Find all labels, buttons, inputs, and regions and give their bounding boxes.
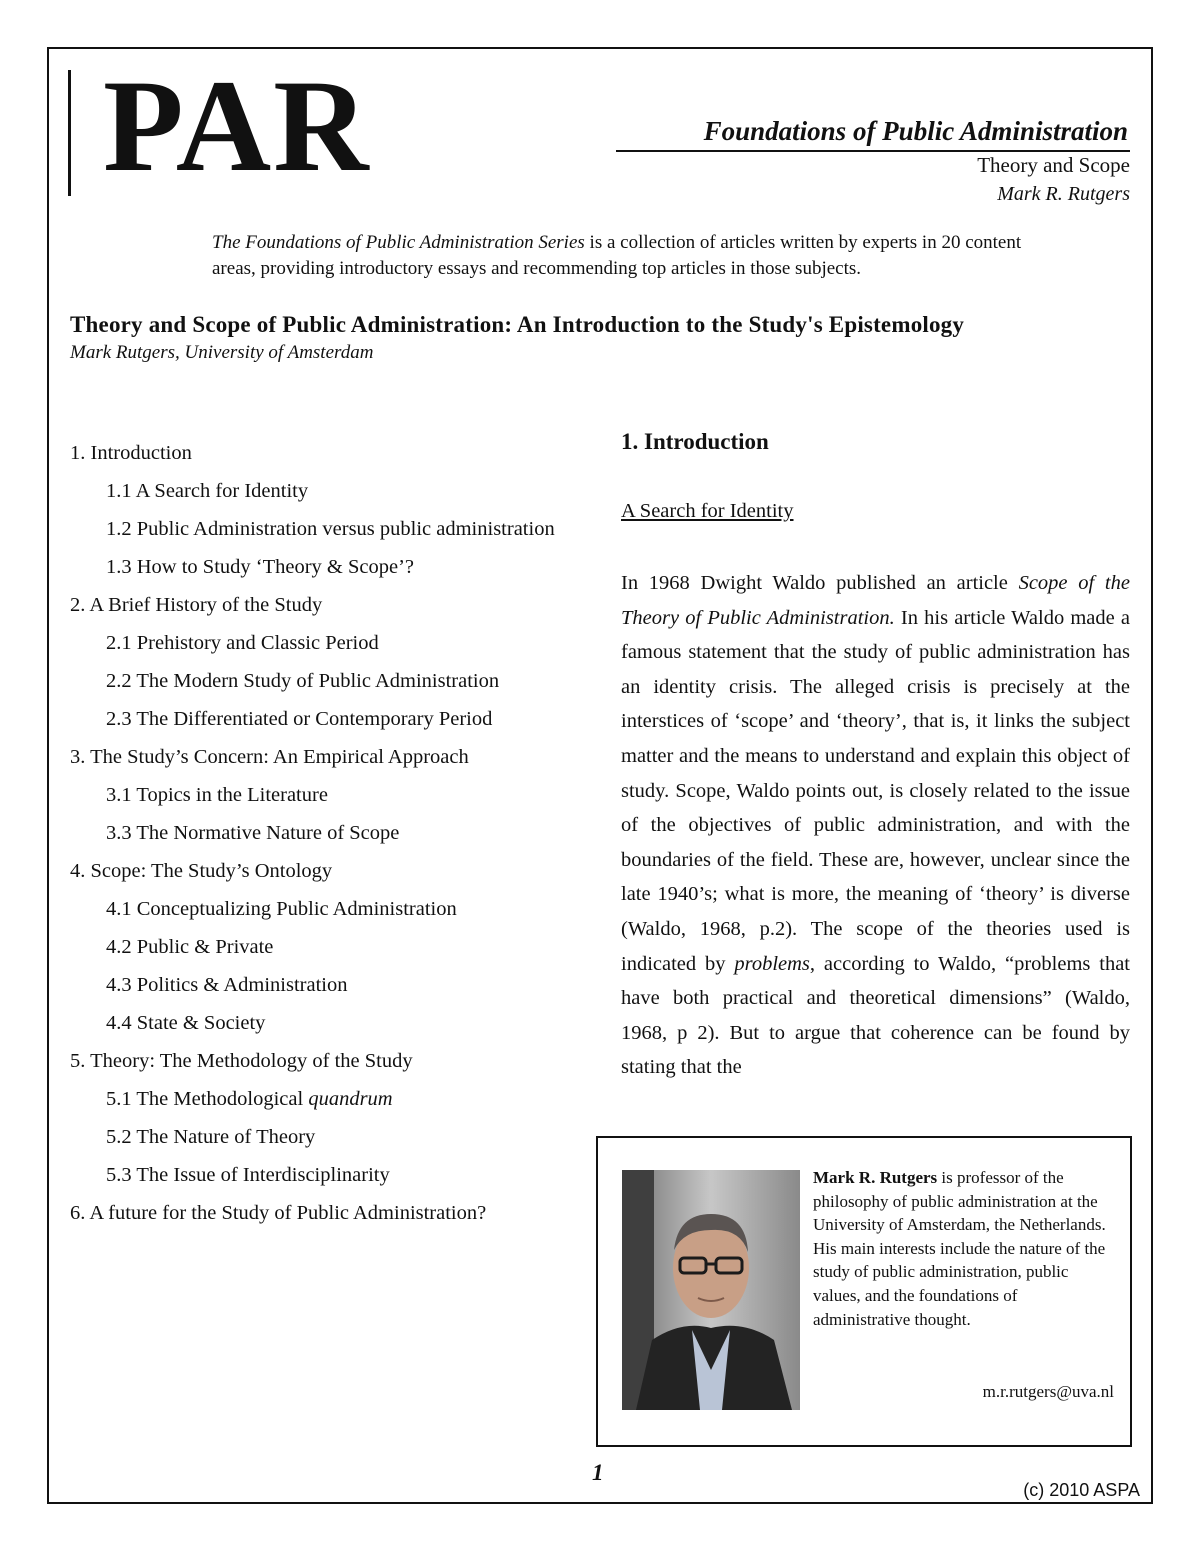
toc-item: 1.1 A Search for Identity — [106, 480, 309, 502]
par-logo: PAR — [103, 52, 371, 199]
body-emphasis: problems — [734, 952, 810, 975]
toc-item: 5. Theory: The Methodology of the Study — [70, 1050, 413, 1072]
toc-item: 4. Scope: The Study’s Ontology — [70, 860, 333, 882]
table-of-contents — [70, 440, 570, 1238]
toc-item: 2.2 The Modern Study of Public Administration — [106, 670, 500, 692]
series-title-rule — [616, 150, 1130, 152]
subsection-heading: A Search for Identity — [621, 500, 794, 522]
author-bio — [813, 1166, 1118, 1331]
toc-item: 4.3 Politics & Administration — [106, 974, 348, 996]
author-photo — [622, 1170, 800, 1410]
series-name: The Foundations of Public Administration Series — [212, 232, 585, 253]
logo-bar — [68, 70, 71, 196]
series-title: Foundations of Public Administration — [703, 116, 1128, 146]
toc-item: 1. Introduction — [70, 442, 192, 464]
toc-item: 3.1 Topics in the Literature — [106, 784, 328, 806]
toc-item: 1.2 Public Administration versus public administration — [106, 518, 555, 540]
toc-item — [70, 1086, 570, 1113]
series-description — [212, 230, 1042, 282]
page-number: 1 — [592, 1460, 604, 1485]
author-bio-text: is professor of the philosophy of public administration at the University of Amsterdam, the Netherlands. His main interests include the nature of the study of public administration, public values, and the foundations of administrative thought. — [813, 1168, 1106, 1329]
article-title: Theory and Scope of Public Administration: An Introduction to the Study's Epistemology — [70, 312, 965, 337]
author-name: Mark R. Rutgers — [813, 1168, 938, 1187]
body-emphasis: Scope of the Theory of Public Administration. — [621, 572, 1130, 629]
copyright: (c) 2010 ASPA — [1023, 1480, 1140, 1500]
toc-item: 4.4 State & Society — [106, 1012, 266, 1034]
section-heading: 1. Introduction — [621, 429, 769, 454]
series-description-text: is a collection of articles written by experts in 20 content areas, providing introductory essays and recommending top articles in those subjects. — [212, 232, 1022, 279]
author-bio-box — [596, 1136, 1132, 1447]
author-email: m.r.rutgers@uva.nl — [982, 1382, 1114, 1401]
article-author: Mark Rutgers, University of Amsterdam — [70, 342, 374, 363]
toc-item: 3. The Study’s Concern: An Empirical Approach — [70, 746, 469, 768]
toc-item: 6. A future for the Study of Public Administration? — [70, 1202, 487, 1224]
toc-item: 4.1 Conceptualizing Public Administration — [106, 898, 457, 920]
body-text: , according to Waldo, “problems that have both practical and theoretical dimensions” (Waldo, 1968, p 2). But to argue that coherence can be found by stating that the — [621, 952, 1130, 1079]
toc-item: 5.3 The Issue of Interdisciplinarity — [106, 1164, 390, 1186]
toc-item: 5.2 The Nature of Theory — [106, 1126, 316, 1148]
toc-item: 2.3 The Differentiated or Contemporary Period — [106, 708, 493, 730]
series-subtitle: Theory and Scope — [977, 153, 1130, 177]
toc-item-text: 5.1 The Methodological — [106, 1088, 309, 1110]
series-author: Mark R. Rutgers — [997, 183, 1130, 205]
body-text: In 1968 Dwight Waldo published an article — [621, 572, 1019, 594]
toc-item: 3.3 The Normative Nature of Scope — [106, 822, 400, 844]
body-paragraph — [621, 566, 1130, 1085]
toc-item: 2.1 Prehistory and Classic Period — [106, 632, 379, 654]
toc-item-emphasis: quandrum — [308, 1088, 393, 1110]
body-text: In his article Waldo made a famous statement that the study of public administration has an identity crisis. The alleged crisis is precisely at the interstices of ‘scope’ and ‘theory’, that is, it links the subject matter and the means to understand and explain this object of study. Scope, Waldo points out, is closely related to the issue of the objectives of public administration, and with the boundaries of the field. These are, however, unclear since the late 1940’s; what is more, the meaning of ‘theory’ is diverse (Waldo, 1968, p.2). The scope of the theories used is indicated by — [621, 606, 1130, 975]
toc-item: 4.2 Public & Private — [106, 936, 274, 958]
toc-item: 2. A Brief History of the Study — [70, 594, 323, 616]
toc-item: 1.3 How to Study ‘Theory & Scope’? — [106, 556, 415, 578]
